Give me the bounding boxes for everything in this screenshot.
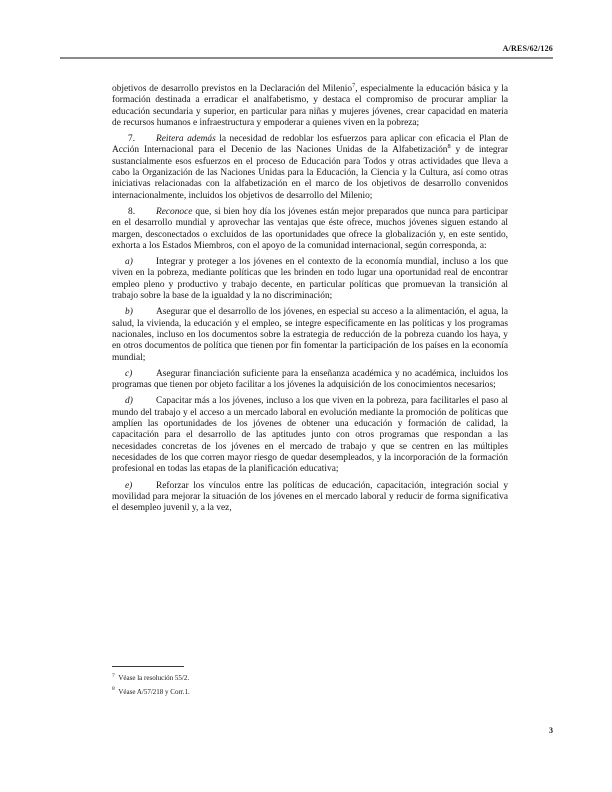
text-segment: la necesidad de redoblar los esfuerzos para aplicar con eficacia el Plan de Acción Internacional para el Decenio de las Naciones Unidas de la Alfabetización (112, 134, 508, 156)
paragraph-marker: e) (125, 480, 133, 491)
header-rule (60, 57, 553, 59)
footnote (112, 686, 508, 700)
footnote-separator (112, 666, 184, 667)
text-segment: Capacitar más a los jóvenes, incluso a los que viven en la pobreza, para facilitarles el paso al mundo del trabajo y el acceso a un mercado laboral en evolución mediante la promoción de políticas que amplíen las oportunidades de los jóvenes de obtener una educación y formación de calidad, la capacitación para el desarrollo de las aptitudes junto con otros programas que respondan a las necesidades concretas de los jóvenes en el mercado de trabajo y que se centren en las múltiples necesidades de los que corren mayor riesgo de quedar desempleados, y la incorporación de la formación profesional en todas las etapas de la planificación educativa; (112, 396, 508, 475)
text-segment: que, si bien hoy día los jóvenes están mejor preparados que nunca para participar en el desarrollo mundial y aprovechar las ventajas que éste ofrece, muchos jóvenes siguen estando al margen, desconectados o excluidos de las oportunidades que ofrece la globalización y, en este sentido, exhorta a los Estados Miembros, con el apoyo de la comunidad internacional, según corresponda, a: (112, 206, 508, 251)
italic-lead: Reconoce (156, 206, 193, 217)
paragraph (112, 207, 508, 252)
footnote-reference: 8 (447, 143, 451, 151)
paragraph-marker: d) (125, 396, 133, 407)
footnote-list (112, 672, 508, 699)
text-segment: , especialmente la educación básica y la formación destinada a erradicar el analfabetismo, y destaca el compromiso de procurar ampliar la educación secundaria y superior, en particular para niñas y mujeres jóvenes, crear capacidad en materia de recursos humanos e infraestructura y empoderar a quienes viven en la pobreza; (112, 84, 508, 128)
paragraph (112, 307, 508, 363)
footnote-number: 8 (112, 686, 115, 693)
paragraph (112, 396, 508, 475)
paragraph (112, 481, 508, 515)
italic-lead: Reitera además (156, 134, 216, 145)
text-segment: Integrar y proteger a los jóvenes en el contexto de la economía mundial, incluso a los que viven en la pobreza, mediante políticas que les brinden en todo lugar una oportunidad real de encontrar empleo pleno y productivo y trabajo decente, en particular políticas que promuevan la transición al trabajo sobre la base de la igualdad y la no discriminación; (112, 257, 508, 302)
text-segment: Asegurar financiación suficiente para la enseñanza académica y no académica, incluidos los programas que tienen por objeto facilitar a los jóvenes la adquisición de los conocimientos necesarios; (112, 368, 508, 391)
paragraph-marker: 8. (128, 206, 136, 217)
paragraph-marker: b) (125, 307, 133, 318)
paragraph-marker: c) (125, 368, 133, 379)
document-body (112, 81, 508, 519)
paragraph (112, 134, 508, 202)
text-segment: Asegurar que el desarrollo de los jóvenes, en especial su acceso a la alimentación, el agua, la salud, la vivienda, la educación y el empleo, se integre específicamente en las políticas y los programas nacionales, incluso en los documentos sobre la estrategia de reducción de la pobreza cuando los haya, y en otros documentos de política que tienen por fin fomentar la participación de los países en la economía mundial; (112, 307, 508, 363)
footnote-text: Véase la resolución 55/2. (116, 674, 190, 682)
paragraph-marker: 7. (128, 134, 136, 145)
text-segment: y de integrar sustancialmente esos esfuerzos en el proceso de Educación para Todos y otras actividades que lleva a cabo la Organización de las Naciones Unidas para la Educación, la Ciencia y la Cultura, así como otras iniciativas relacionadas con la alfabetización en el marco de los objetivos de desarrollo convenidos internacionalmente, incluidos los objetivos de desarrollo del Milenio; (112, 145, 508, 201)
text-segment: objetivos de desarrollo previstos en la Declaración del Milenio (112, 84, 353, 94)
footnote (112, 672, 508, 686)
paragraph (112, 81, 508, 129)
paragraph (112, 369, 508, 392)
footnote-text: Véase A/57/218 y Corr.1. (116, 687, 190, 696)
document-symbol: A/RES/62/126 (502, 44, 553, 53)
footnote-reference: 7 (352, 81, 356, 89)
text-segment: Reforzar los vínculos entre las políticas de educación, capacitación, integración social y movilidad para mejorar la situación de los jóvenes en el mercado laboral y reducir de forma significativa el desempleo juvenil y, a la vez, (112, 480, 508, 514)
paragraph (112, 257, 508, 302)
footnotes-section (112, 666, 508, 699)
footnote-number: 7 (112, 672, 115, 679)
paragraph-marker: a) (125, 257, 133, 268)
page-number: 3 (549, 726, 553, 735)
